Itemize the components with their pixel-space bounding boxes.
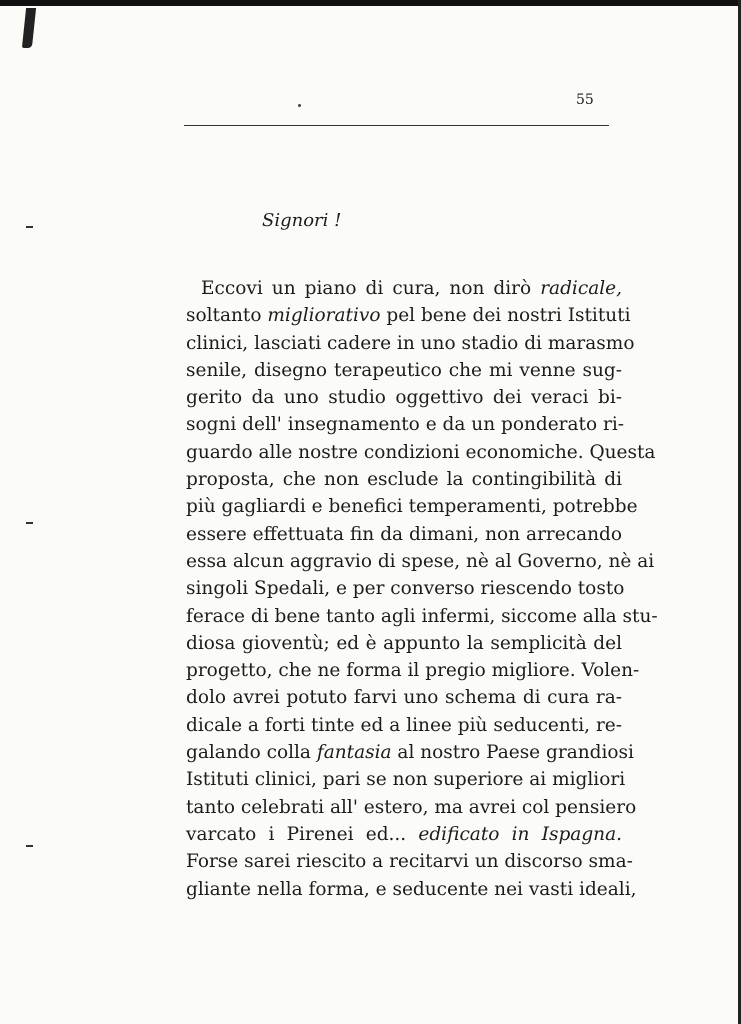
text-line: dolo avrei potuto farvi uno schema di cura ra-: [186, 687, 622, 709]
text-line: ferace di bene tanto agli infermi, siccome alla stu-: [186, 605, 658, 627]
text-line: Eccovi un piano di cura, non dirò radicale,: [201, 278, 622, 299]
text-line: guardo alle nostre condizioni economiche. Questa: [186, 441, 656, 463]
header-rule: [184, 125, 609, 126]
page-number: 55: [576, 92, 594, 108]
text-line: diosa gioventù; ed è appunto la semplicità del: [186, 632, 622, 654]
text-line: senile, disegno terapeutico che mi venne sug-: [186, 359, 622, 381]
text-line: dicale a forti tinte ed a linee più seducenti, re-: [186, 714, 622, 736]
binding-mark: [22, 8, 36, 48]
margin-tick: [26, 226, 33, 228]
text-line: essa alcun aggravio di spese, nè al Governo, nè ai: [186, 550, 655, 572]
salutation: Signori !: [262, 210, 342, 231]
speck: [298, 104, 301, 107]
text-line: varcato i Pirenei ed... edificato in Ispagna.: [186, 823, 622, 845]
body-text: [186, 275, 658, 903]
text-line: singoli Spedali, e per converso riescendo tosto: [186, 578, 625, 600]
text-line: gliante nella forma, e seducente nei vasti ideali,: [186, 878, 637, 900]
margin-tick: [26, 845, 33, 847]
text-line: essere effettuata fin da dimani, non arrecando: [186, 523, 622, 545]
text-line: Forse sarei riescito a recitarvi un discorso sma-: [186, 851, 633, 873]
text-line: sogni dell' insegnamento e da un ponderato ri-: [186, 414, 625, 436]
text-line: più gagliardi e benefici temperamenti, potrebbe: [186, 496, 638, 518]
text-line: clinici, lasciati cadere in uno stadio di marasmo: [186, 332, 635, 354]
text-line: progetto, che ne forma il pregio migliore. Volen-: [186, 660, 640, 682]
text-line: gerito da uno studio oggettivo dei veraci bi-: [186, 387, 622, 409]
page-top-edge: [0, 0, 741, 6]
text-line: Istituti clinici, pari se non superiore ai migliori: [186, 769, 626, 791]
text-line: galando colla fantasia al nostro Paese grandiosi: [186, 742, 634, 764]
text-line: proposta, che non esclude la contingibilità di: [186, 469, 622, 491]
text-line: tanto celebrati all' estero, ma avrei col pensiero: [186, 796, 637, 818]
margin-tick: [26, 522, 33, 524]
text-line: soltanto migliorativo pel bene dei nostri Istituti: [186, 305, 631, 327]
